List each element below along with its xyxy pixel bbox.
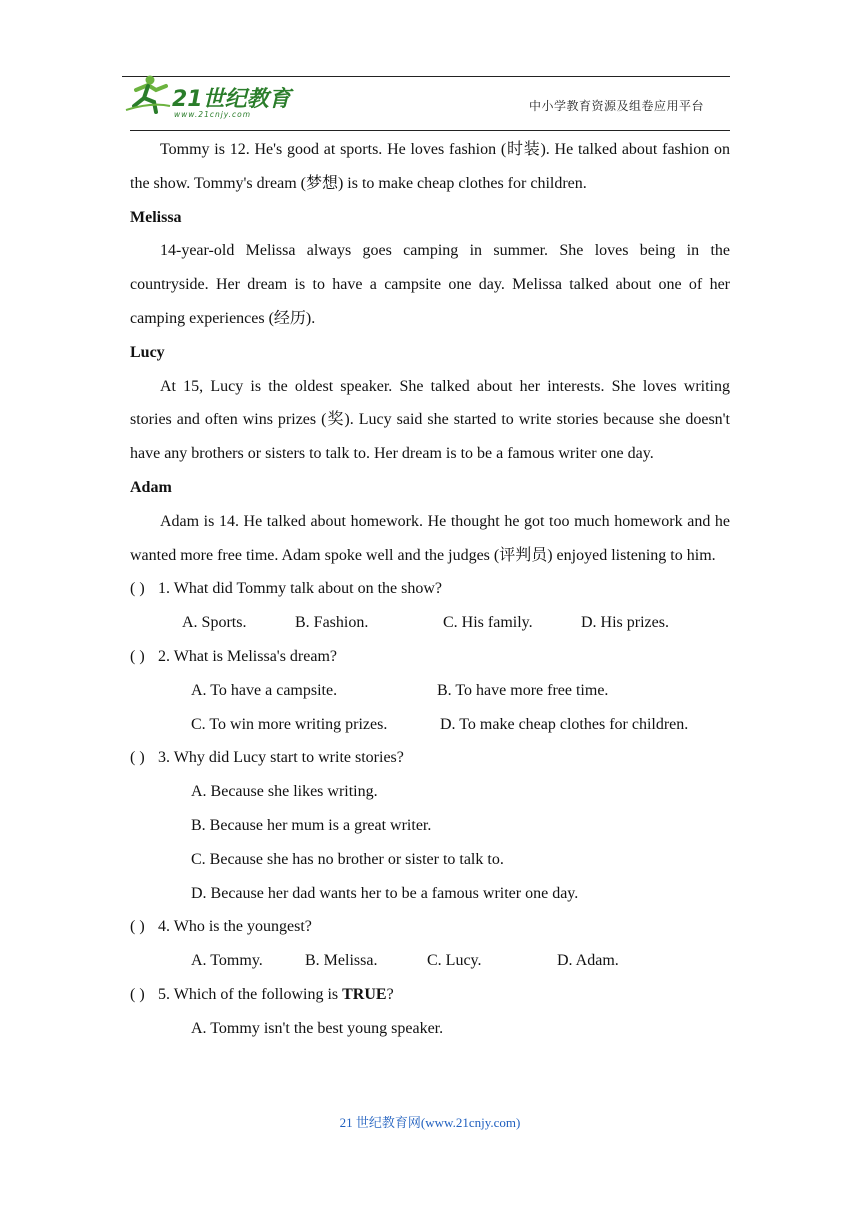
melissa-paragraph: 14-year-old Melissa always goes camping in summer. She loves being in the countryside. Her dream is to have a campsite one day. Melissa talked about one of her camping experiences (经历). — [130, 242, 730, 327]
question-2-text: 2. What is Melissa's dream? — [158, 647, 337, 665]
q3-option-d-row — [130, 877, 730, 911]
q4-option-a: A. Tommy. — [191, 952, 263, 970]
tommy-paragraph: Tommy is 12. He's good at sports. He loves fashion (时装). He talked about fashion on the show. Tommy's dream (梦想) is to make cheap clothes for children. — [130, 141, 730, 192]
adam-paragraph: Adam is 14. He talked about homework. He thought he got too much homework and he wanted more free time. Adam spoke well and the judges (评判员) enjoyed listening to him. — [130, 512, 730, 564]
speaker-heading-melissa: Melissa — [130, 208, 182, 226]
q4-option-d: D. Adam. — [557, 952, 619, 970]
q1-option-a: A. Sports. — [182, 614, 247, 632]
question-4-options — [130, 944, 730, 978]
answer-blank: ( ) — [130, 580, 145, 598]
q3-option-a-row — [130, 775, 730, 809]
logo-text: 21世纪教育 — [172, 87, 291, 112]
page-footer: 21 世纪教育网(www.21cnjy.com) — [339, 1115, 521, 1130]
q5-option-a-row — [130, 1012, 730, 1046]
header-platform-label: 中小学教育资源及组卷应用平台 — [528, 99, 704, 113]
answer-blank: ( ) — [130, 985, 145, 1003]
question-5-text-prefix: 5. Which of the following is — [158, 985, 343, 1003]
q2-option-b: B. To have more free time. — [437, 681, 609, 699]
question-5-emphasis: TRUE — [342, 985, 387, 1003]
speaker-heading-adam: Adam — [130, 478, 172, 496]
answer-blank: ( ) — [130, 918, 145, 936]
question-1 — [130, 572, 730, 606]
q5-option-a: A. Tommy isn't the best young speaker. — [191, 1019, 444, 1037]
question-2-options-row-2 — [130, 708, 730, 742]
question-2 — [130, 640, 730, 674]
question-5-text-suffix: ? — [386, 985, 394, 1003]
q2-option-c: C. To win more writing prizes. — [191, 715, 388, 733]
q3-option-c-row — [130, 843, 730, 877]
question-4-text: 4. Who is the youngest? — [158, 918, 312, 936]
speaker-heading-lucy: Lucy — [130, 343, 165, 361]
lucy-paragraph: At 15, Lucy is the oldest speaker. She talked about her interests. She loves writing stories and often wins prizes (奖). Lucy said she started to write stories because she doesn't have any brothers or sisters to talk to. Her dream is to be a famous writer one day. — [130, 377, 730, 463]
q2-option-a: A. To have a campsite. — [191, 681, 338, 699]
q2-option-d: D. To make cheap clothes for children. — [440, 715, 689, 733]
runner-icon — [126, 76, 170, 113]
question-2-options-row-1 — [130, 674, 730, 708]
header-rule-bottom — [130, 130, 730, 131]
q3-option-c: C. Because she has no brother or sister to talk to. — [191, 850, 504, 868]
question-4 — [130, 910, 730, 944]
answer-blank: ( ) — [130, 647, 145, 665]
question-1-text: 1. What did Tommy talk about on the show? — [158, 580, 443, 598]
question-1-options — [130, 606, 730, 640]
question-5 — [130, 978, 730, 1012]
q3-option-d: D. Because her dad wants her to be a famous writer one day. — [191, 884, 579, 902]
question-3-text: 3. Why did Lucy start to write stories? — [158, 749, 404, 767]
question-3 — [130, 741, 730, 775]
q4-option-c: C. Lucy. — [427, 952, 482, 970]
page-header — [122, 60, 730, 134]
q1-option-d: D. His prizes. — [581, 614, 669, 632]
q3-option-a: A. Because she likes writing. — [191, 783, 378, 801]
q1-option-b: B. Fashion. — [295, 614, 369, 632]
q4-option-b: B. Melissa. — [305, 952, 378, 970]
document-body — [130, 133, 730, 1046]
answer-blank: ( ) — [130, 749, 145, 767]
site-logo — [122, 66, 302, 122]
q3-option-b: B. Because her mum is a great writer. — [191, 816, 432, 834]
logo-url: www.21cnjy.com — [174, 110, 252, 119]
q3-option-b-row — [130, 809, 730, 843]
q1-option-c: C. His family. — [443, 614, 533, 632]
